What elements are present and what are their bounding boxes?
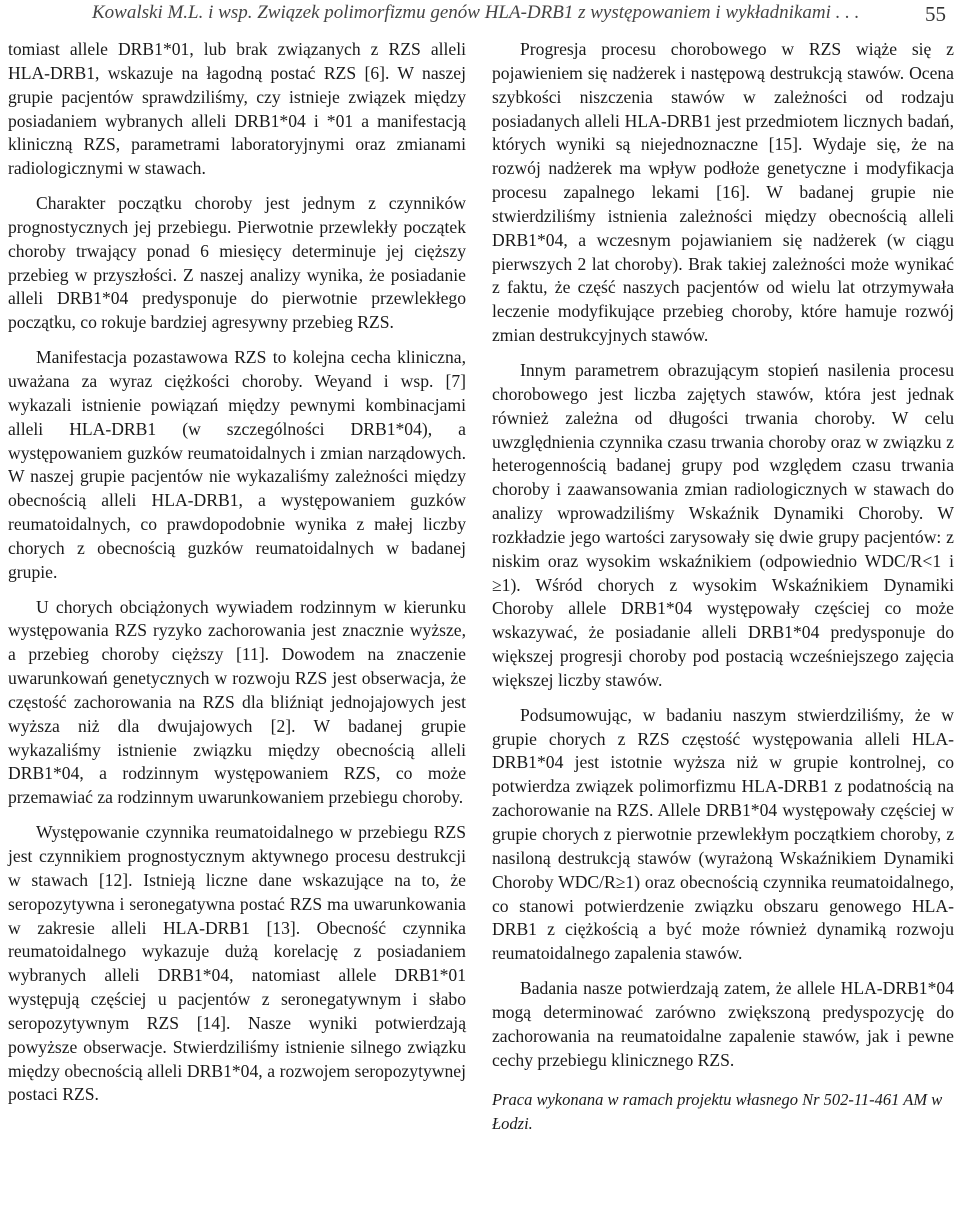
paragraph: tomiast allele DRB1*01, lub brak związanych z RZS alleli HLA-DRB1, wskazuje na łagodną postać RZS [6]. W naszej grupie pacjentów sprawdziliśmy, czy istnieje związek między posiadaniem wybranych alleli DRB1*04 i *01 a manifestacją kliniczną RZS, parametrami laboratoryjnymi oraz zmianami radiologicznymi w stawach.: [8, 39, 466, 179]
paragraph: Progresja procesu chorobowego w RZS wiąże się z pojawieniem się nadżerek i następową destrukcją stawów. Ocena szybkości niszczenia stawów w zależności od rodzaju posiadanych alleli HLA-DRB1 jest przedmiotem licznych badań, których wyniki są niejednoznaczne [15]. Wydaje się, że na rozwój nadżerek ma wpływ podłoże genetyczne i modyfikacja procesu zapalnego lekami [16]. W badanej grupie nie stwierdziliśmy istnienia zależności między obecnością alleli DRB1*04, a wczesnym pojawianiem się nadżerek (w ciągu pierwszych 2 lat choroby). Brak takiej zależności może wynikać z faktu, że część naszych pacjentów od wielu lat otrzymywała leczenie modyfikujące przebieg choroby, które hamuje rozwój zmian destrukcyjnych stawów.: [492, 39, 954, 346]
paragraph: Innym parametrem obrazującym stopień nasilenia procesu chorobowego jest liczba zajętych stawów, która jest jednak również zależna od długości trwania choroby. W celu uwzględnienia czynnika czasu trwania choroby oraz w związku z heterogennością badanej grupy pod względem czasu trwania choroby i zaawansowania zmian radiologicznych w stawach do analizy wprowadziliśmy Wskaźnik Dynamiki Choroby. W rozkładzie jego wartości zarysowały się dwie grupy pacjentów: z niskim oraz wysokim wskaźnikiem (odpowiednio WDC/R<1 i ≥1). Wśród chorych z wysokim Wskaźnikiem Dynamiki Choroby allele DRB1*04 występowały częściej co może wskazywać, że posiadanie alleli DRB1*04 predysponuje do większej progresji choroby pod postacią wcześniejszego zajęcia większej liczby stawów.: [492, 359, 954, 690]
paragraph: Manifestacja pozastawowa RZS to kolejna cecha kliniczna, uważana za wyraz ciężkości choroby. Weyand i wsp. [7] wykazali istnienie powiązań między pewnymi kombinacjami alleli HLA-DRB1 (w szczególności DRB1*04), a występowaniem guzków reumatoidalnych i zmian narządowych. W naszej grupie pacjentów nie wykazaliśmy zależności między obecnością alleli HLA-DRB1, a występowaniem guzków reumatoidalnych, co prawdopodobnie wynika z małej liczby chorych z obecnością guzków reumatoidalnych w badanej grupie.: [8, 347, 466, 582]
left-column: [8, 38, 466, 1118]
page-number: 55: [925, 2, 946, 26]
paragraph: U chorych obciążonych wywiadem rodzinnym w kierunku występowania RZS ryzyko zachorowania jest znacznie wyższe, a przebieg choroby cięższy [11]. Dowodem na znaczenie uwarunkowań genetycznych w rozwoju RZS jest obserwacja, że częstość zachorowania na RZS dla bliźniąt jednojajowych jest wyższa niż dla dwujajowych [2]. W badanej grupie wykazaliśmy istnienie związku między obecnością alleli DRB1*04, a rodzinnym występowaniem RZS, co może przemawiać za rodzinnym uwarunkowaniem przebiegu choroby.: [8, 596, 466, 808]
paragraph: Charakter początku choroby jest jednym z czynników prognostycznych jej przebiegu. Pierwotnie przewlekły początek choroby trwający ponad 6 miesięcy determinuje jej cięższy przebieg w przyszłości. Z naszej analizy wynika, że posiadanie alleli DRB1*04 predysponuje do pierwotnie przewlekłego początku, co rokuje bardziej agresywny przebieg RZS.: [8, 193, 466, 333]
funding-note: Praca wykonana w ramach projektu własnego Nr 502-11-461 AM w Łodzi.: [492, 1090, 943, 1134]
right-column: [492, 38, 954, 1147]
paragraph: Badania nasze potwierdzają zatem, że allele HLA-DRB1*04 mogą determinować zarówno zwiększoną predyspozycję do zachorowania na reumatoidalne zapalenie stawów, jak i pewne cechy przebiegu klinicznego RZS.: [492, 978, 954, 1070]
running-header: [0, 0, 960, 30]
running-title: Kowalski M.L. i wsp. Związek polimorfizmu genów HLA-DRB1 z występowaniem i wykładnikami . . .: [92, 2, 860, 23]
paragraph: Podsumowując, w badaniu naszym stwierdziliśmy, że w grupie chorych z RZS częstość występowania alleli HLA-DRB1*04 jest istotnie wyższa niż w grupie kontrolnej, co potwierdza związek polimorfizmu HLA-DRB1 z podatnością na zachorowanie na RZS. Allele DRB1*04 występowały częściej w grupie chorych z pierwotnie przewlekłym początkiem choroby, z nasiloną destrukcją stawów (wyrażoną Wskaźnikiem Dynamiki Choroby WDC/R≥1) oraz obecnością czynnika reumatoidalnego, co stanowi potwierdzenie związku obszaru genowego HLA-DRB1 z ciężkością a być może również dynamiką rozwoju reumatoidalnego zapalenia stawów.: [492, 704, 954, 964]
paragraph: Występowanie czynnika reumatoidalnego w przebiegu RZS jest czynnikiem prognostycznym aktywnego procesu destrukcji w stawach [12]. Istnieją liczne dane wskazujące na to, że seropozytywna i seronegatywna postać RZS ma uwarunkowania w zakresie alleli HLA-DRB1 [13]. Obecność czynnika reumatoidalnego wykazuje dużą korelację z posiadaniem wybranych alleli DRB1*04, natomiast allele DRB1*01 występują częściej u pacjentów z seronegatywnym i słabo seropozytywnym RZS [14]. Nasze wyniki potwierdzają powyższe obserwacje. Stwierdziliśmy istnienie silnego związku między obecnością alleli DRB1*04, a rozwojem seropozytywnej postaci RZS.: [8, 822, 466, 1105]
